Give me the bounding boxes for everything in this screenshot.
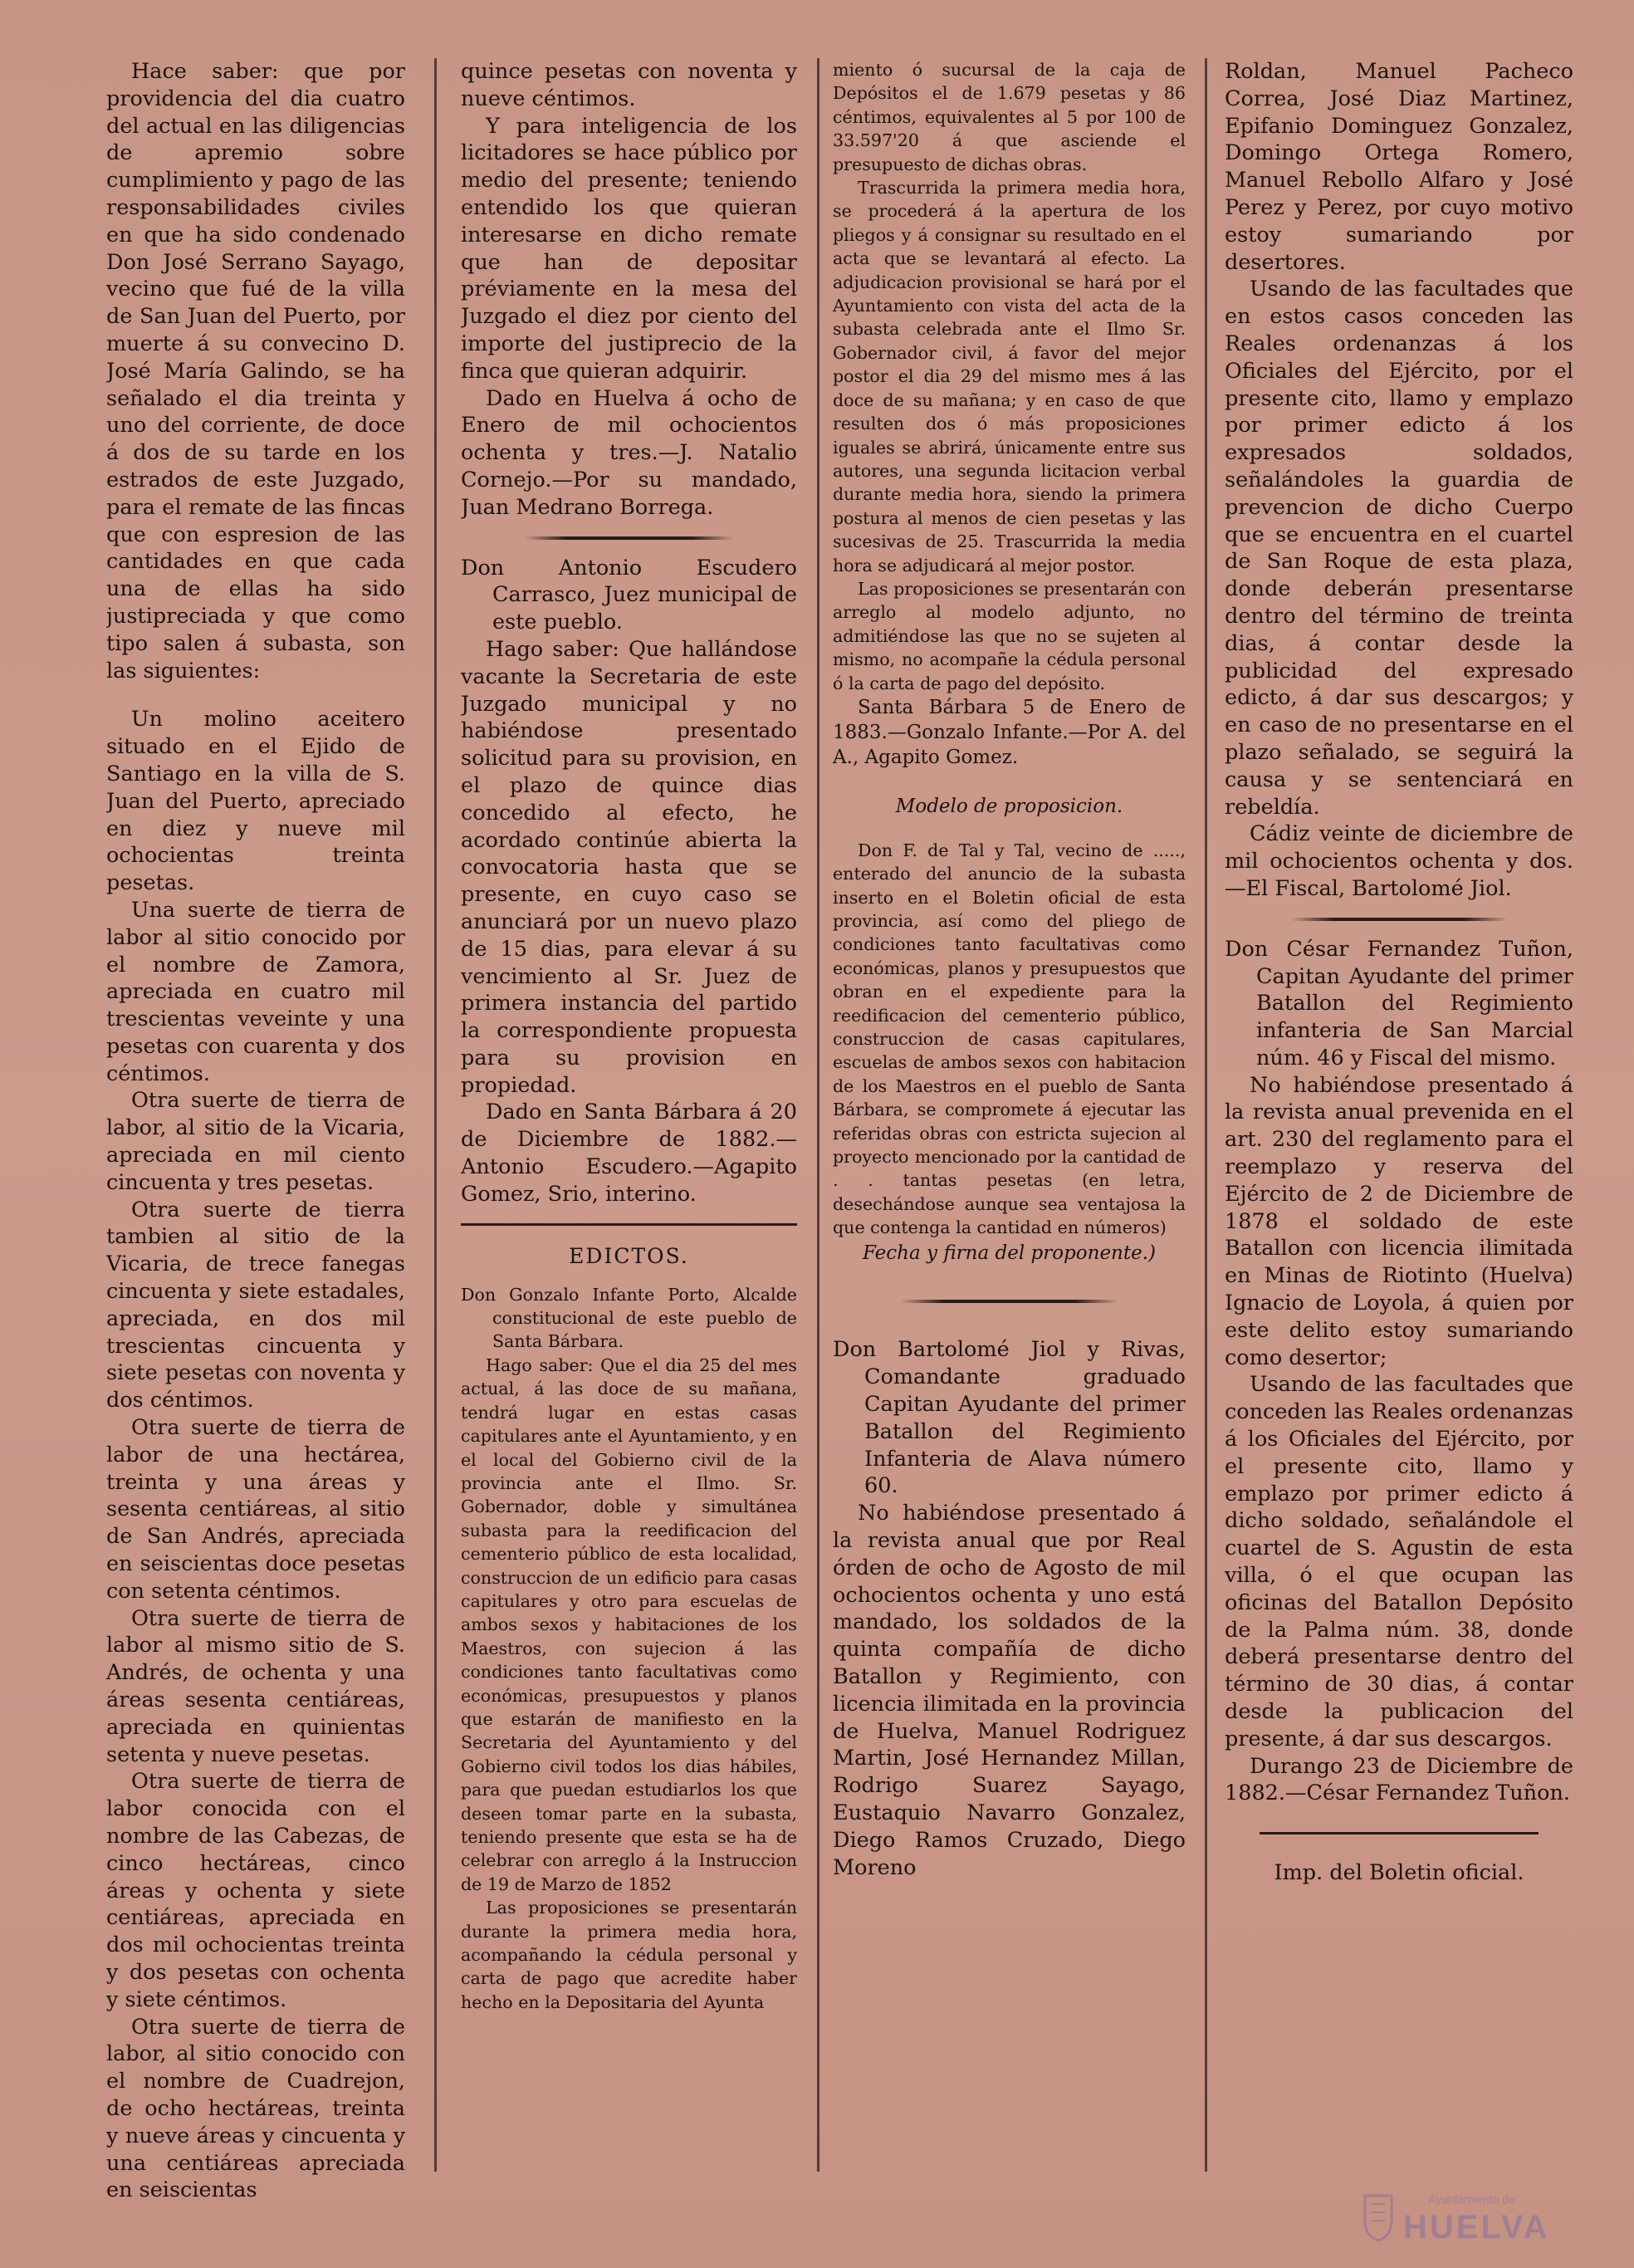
proponent-signature: Fecha y firna del proponente.): [862, 1242, 1157, 1264]
paragraph: Las proposiciones se presentarán durante la primera media hora, acompañando la cédula personal y carta de pago que acredite haber hecho en la Depositaria del Ayunta: [461, 1898, 797, 2012]
property-item: Otra suerte de tierra de labor de una hectárea, treinta y una áreas y sesenta centiáreas, al sitio de San Andrés, apreciada en seiscientas doce pesetas con setenta céntimos.: [106, 1415, 405, 1604]
paragraph: Usando de las facultades que conceden las Reales ordenanzas á los Oficiales del Ejército, por el presente cito, llamo y emplazo por primer edicto á dicho soldado, señalándole el cuartel de S. Agustin de esta villa, ó el que ocupan las oficinas del Batallon Depósito de la Palma núm. 38, donde deberá presentarse dentro del término de 30 dias, á contar desde la publicacion del presente, á dar sus descargos.: [1225, 1372, 1573, 1751]
section-heading: EDICTOS.: [569, 1243, 689, 1268]
paragraph: Y para inteligencia de los licitadores se hace público por medio del presente; teniendo entendido los que quieran interesarse en dicho remate que han de depositar préviamente en la mesa del Juzgado el diez por ciento del importe del justiprecio de la finca que quieran adquirir.: [461, 113, 797, 384]
paragraph: Usando de las facultades que en estos casos conceden las Reales ordenanzas á los Oficiales del Ejército, por el presente cito, llamo y emplazo por primer edicto á los expresados soldados, señalándoles la guardia de prevencion de dicho Cuerpo que se encuentra en el cuartel de San Roque de esta plaza, donde deberán presentarse dentro del término de treinta dias, á contar desde la publicidad del expresado edicto, á dar sus descargos; y en caso de no presentarse en el plazo señalado, se seguirá la causa y se sentenciará en rebeldía.: [1225, 277, 1573, 820]
watermark-subtitle: Ayuntamiento de: [1428, 2192, 1515, 2206]
model-proposal: Don F. de Tal y Tal, vecino de ....., enterado del anuncio de la subasta inserto en el Boletin oficial de esta provincia, así como del pliego de condiciones tanto facultativas como económicas, planos y presupuestos que obran en el expediente para la reedificacion del cementerio público, construccion de casas capitulares, escuelas de ambos sexos con habitacion de los Maestros en el pueblo de Santa Bárbara, se compromete á ejecutar las referidas obras con estricta sujecion al proyecto mencionado por la cantidad de . . tantas pesetas (en letra, desechándose aunque sea ventajosa la que contenga la cantidad en números): [833, 840, 1186, 1238]
paragraph: Trascurrida la primera media hora, se procederá á la apertura de los pliegos y á consignar su resultado en el acta que se levantará al efecto. La adjudicacion provisional se hará por el Ayuntamiento con vista del acta de la subasta celebrada ante el Ilmo Sr. Gobernador civil, á favor del mejor postor el dia 29 del mismo mes á las doce de su mañana; y en caso de que resulten dos ó más proposiciones iguales se abrirá, únicamente entre sus autores, una segunda licitacion verbal durante media hora, siendo la primera postura al menos de cien pesetas y las sucesivas de 25. Trascurrida la media hora se adjudicará al mejor postor.: [833, 178, 1186, 576]
printer-imprint: Imp. del Boletin oficial.: [1274, 1860, 1524, 1886]
property-item: Otra suerte de tierra de labor, al sitio de la Vicaria, apreciada en mil ciento cincuenta y tres pesetas.: [106, 1088, 405, 1195]
ornament-divider: [1291, 918, 1507, 921]
column-3: [833, 58, 1186, 2251]
coat-of-arms-icon: [1362, 2192, 1395, 2242]
notice-header: Don Antonio Escudero Carrasco, Juez municipal de este pueblo.: [461, 555, 797, 635]
paragraph: Hago saber: Que hallándose vacante la Secretaria de este Juzgado municipal y no habiéndose presentado solicitud para su provision, en el plazo de quince dias concedido al efecto, he acordado continúe abierta la convocatoria hasta que se presente, en cuyo caso se anunciará por un nuevo plazo de 15 dias, para elevar á su vencimiento al Sr. Juez de primera instancia del partido la correspondiente propuesta para su provision en propiedad.: [461, 636, 797, 1098]
ornament-divider: [900, 1300, 1119, 1303]
signature-paragraph: Dado en Santa Bárbara á 20 de Diciembre de 1882.—Antonio Escudero.—Agapito Gomez, Srio, interino.: [461, 1100, 797, 1207]
model-heading: Modelo de proposicion.: [895, 795, 1123, 817]
column-2: [461, 58, 797, 2251]
signature-paragraph: Dado en Huelva á ocho de Enero de mil ochocientos ochenta y tres.—J. Natalio Cornejo.—Por su mandado, Juan Medrano Borrega.: [461, 385, 797, 520]
column-rule: [1205, 58, 1207, 2172]
section-divider: [461, 1223, 797, 1226]
property-item: Una suerte de tierra de labor al sitio conocido por el nombre de Zamora, apreciada en cuatro mil trescientas veveinte y una pesetas con cuarenta y dos céntimos.: [106, 897, 405, 1086]
paragraph: No habiéndose presentado á la revista anual que por Real órden de ocho de Agosto de mil ochocientos ochenta y uno está mandado, los soldados de la quinta compañía de dicho Batallon y Regimiento, con licencia ilimitada en la provincia de Huelva, Manuel Rodriguez Martin, José Hernandez Millan, Rodrigo Suarez Sayago, Eustaquio Navarro Gonzalez, Diego Ramos Cruzado, Diego Moreno: [833, 1501, 1186, 1880]
continued-text: Roldan, Manuel Pacheco Correa, José Diaz Martinez, Epifanio Dominguez Gonzalez, Domingo Ortega Romero, Manuel Rebollo Alfaro y José Perez y Perez, por cuyo motivo estoy sumariando por desertores.: [1225, 59, 1573, 275]
column-rule: [817, 58, 819, 2172]
property-item: Otra suerte de tierra de labor al mismo sitio de S. Andrés, de ochenta y una áreas sesenta centiáreas, apreciada en quinientas setenta y nueve pesetas.: [106, 1605, 405, 1767]
paragraph: Las proposiciones se presentarán con arreglo al modelo adjunto, no admitiéndose las que no se sujeten al mismo, no acompañe la cédula personal ó la carta de pago del depósito.: [833, 578, 1186, 693]
paragraph: Hago saber: Que el dia 25 del mes actual, á las doce de su mañana, tendrá lugar en estas casas capitulares ante el Ayuntamiento, y en el local del Gobierno civil de la provincia ante el Ilmo. Sr. Gobernador, doble y simultánea subasta para la reedificacion del cementerio público de esta localidad, construccion de un edificio para casas capitulares y otro para escuelas de ambos sexos y habitaciones de los Maestros, con sujecion á las condiciones tanto facultativas como económicas, presupuestos y planos que estarán de manifiesto en la Secretaria del Ayuntamiento y del Gobierno civil todos los dias hábiles, para que puedan estudiarlos los que deseen tomar parte en la subasta, teniendo presente que esta se ha de celebrar con arreglo á la Instruccion de 19 de Marzo de 1852: [461, 1354, 797, 1894]
column-4: [1225, 58, 1573, 2251]
section-divider: [1260, 1832, 1539, 1834]
ornament-divider: [525, 536, 733, 540]
paragraph: No habiéndose presentado á la revista anual prevenida en el art. 230 del reglamento para el reemplazo y reserva del Ejército de 2 de Diciembre de 1878 el soldado de este Batallon con licencia ilimitada en Minas de Riotinto (Huelva) Ignacio de Loyola, á quien por este delito estoy sumariando como desertor;: [1225, 1072, 1573, 1370]
notice-header: Don Gonzalo Infante Porto, Alcalde constitucional de este pueblo de Santa Bárbara.: [461, 1284, 797, 1352]
auction-intro: Hace saber: que por providencia del dia cuatro del actual en las diligencias de apremio sobre cumplimiento y pago de las responsabilidades civiles en que ha sido condenado Don José Serrano Sayago, vecino que fué de la villa de San Juan del Puerto, por muerte á su convecino D. José María Galindo, se ha señalado el dia treinta y uno del corriente, de doce á dos de su tarde en los estrados de este Juzgado, para el remate de las fincas que con espresion de las cantidades en que cada una de ellas ha sido justipreciada y que como tipo salen á subasta, son las siguientes:: [106, 59, 405, 683]
notice-header: Don Bartolomé Jiol y Rivas, Comandante graduado Capitan Ayudante del primer Batallon del Regimiento Infanteria de Alava número 60.: [833, 1337, 1186, 1499]
column-rule: [434, 58, 437, 2172]
property-item: Un molino aceitero situado en el Ejido de Santiago en la villa de S. Juan del Puerto, apreciado en diez y nueve mil ochocientas treinta pesetas.: [106, 707, 405, 896]
notice-header: Don César Fernandez Tuñon, Capitan Ayudante del primer Batallon del Regimiento infanteria de San Marcial núm. 46 y Fiscal del mismo.: [1225, 936, 1573, 1070]
signature-paragraph: Cádiz veinte de diciembre de mil ochocientos ochenta y dos.—El Fiscal, Bartolomé Jiol.: [1225, 821, 1573, 901]
watermark-title: HUELVA: [1403, 2209, 1550, 2246]
column-1: [106, 58, 405, 2251]
property-item: Otra suerte de tierra de labor conocida con el nombre de las Cabezas, de cinco hectáreas, cinco áreas y ochenta y siete centiáreas, apreciada en dos mil ochocientas treinta y dos pesetas con ochenta y siete céntimos.: [106, 1769, 405, 2012]
signature-paragraph: Durango 23 de Diciembre de 1882.—César Fernandez Tuñon.: [1225, 1753, 1573, 1806]
continued-text: miento ó sucursal de la caja de Depósitos el de 1.679 pesetas y 86 céntimos, equivalentes al 5 por 100 de 33.597'20 á que asciende el presupuesto de dichas obras.: [833, 60, 1186, 174]
property-item: Otra suerte de tierra de labor, al sitio conocido con el nombre de Cuadrejon, de ocho hectáreas, treinta y nueve áreas y cincuenta y una centiáreas apreciada en seiscientas: [106, 2014, 405, 2203]
property-item: Otra suerte de tierra tambien al sitio de la Vicaria, de trece fanegas cincuenta y siete estadales, apreciada, en dos mil trescientas cincuenta y siete pesetas con noventa y dos céntimos.: [106, 1197, 405, 1413]
continued-text: quince pesetas con noventa y nueve céntimos.: [461, 59, 797, 111]
signature-paragraph: Santa Bárbara 5 de Enero de 1883.—Gonzalo Infante.—Por A. del A., Agapito Gomez.: [833, 696, 1186, 768]
